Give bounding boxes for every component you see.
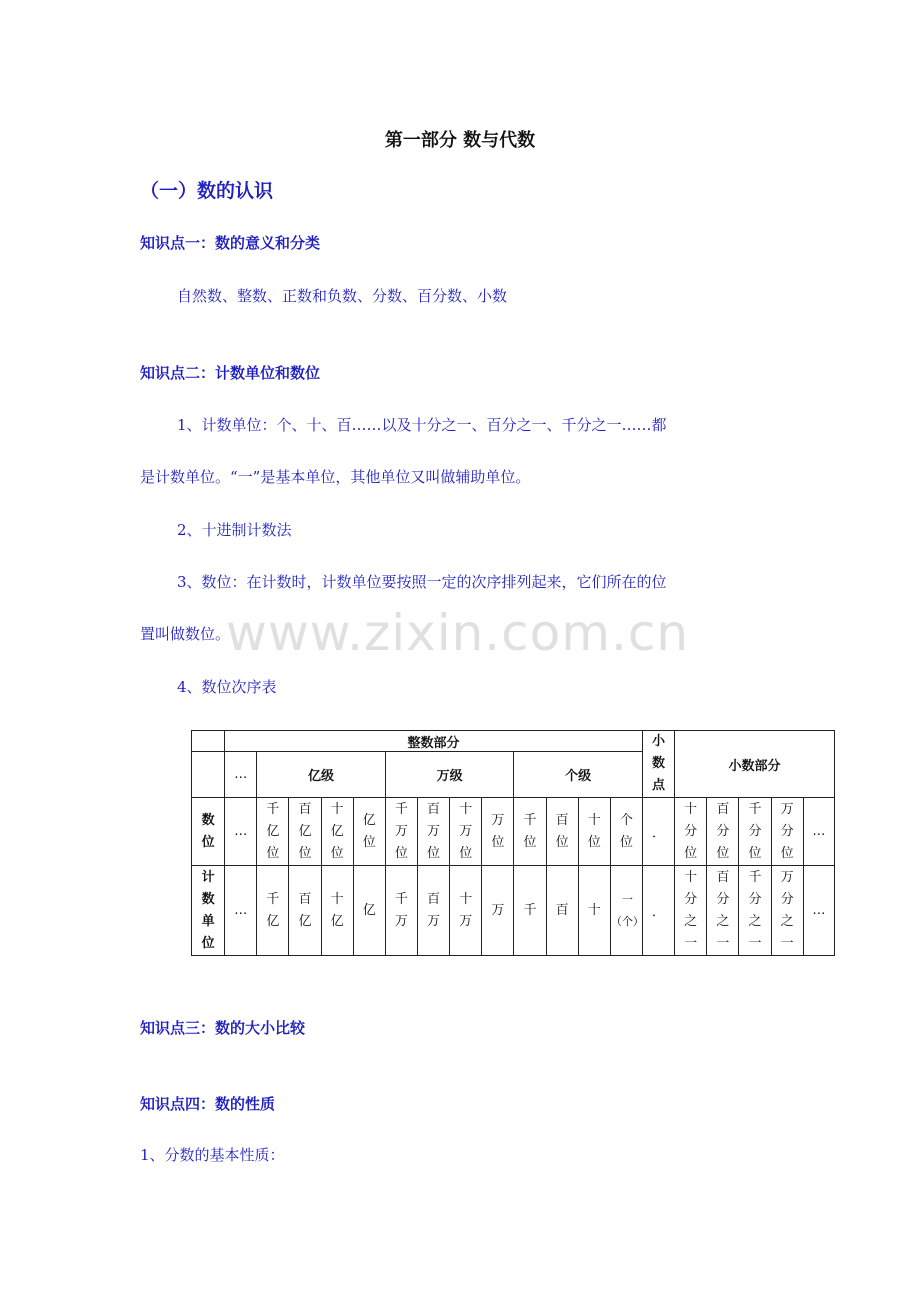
place-cell: 千 位: [514, 798, 546, 866]
place-cell: 十 亿 位: [321, 798, 353, 866]
row-label-units: 计 数 单 位: [192, 866, 225, 956]
paragraph-1-line-1: 1、计数单位：个、十、百……以及十分之一、百分之一、千分之一……都: [177, 416, 667, 434]
watermark: www.zixin.com.cn: [226, 604, 690, 662]
paragraph-4: 4、数位次序表: [177, 678, 277, 696]
decimal-point-header: 小 数 点: [642, 731, 674, 798]
paragraph-5: 1、分数的基本性质：: [140, 1146, 285, 1164]
decimal-unit-cell: 千 分 之 一: [739, 866, 771, 956]
unit-cell: 一 （个）: [610, 866, 642, 956]
knowledge-point-1-heading: 知识点一：数的意义和分类: [140, 234, 321, 252]
section-heading: （一）数的认识: [140, 180, 274, 202]
decimal-place-cell: 千 分 位: [739, 798, 771, 866]
place-cell: 百 亿 位: [289, 798, 321, 866]
place-cell: 千 万 位: [385, 798, 417, 866]
place-cell: 十 位: [578, 798, 610, 866]
place-cell: 个 位: [610, 798, 642, 866]
yi-level-header: 亿级: [257, 752, 386, 798]
unit-cell: 百 亿: [289, 866, 321, 956]
unit-cell: 十: [578, 866, 610, 956]
place-cell: 千 亿 位: [257, 798, 289, 866]
knowledge-point-3-heading: 知识点三：数的大小比较: [140, 1019, 306, 1037]
paragraph-1-line-2: 是计数单位。“一”是基本单位，其他单位又叫做辅助单位。: [140, 468, 531, 486]
decimal-place-cell: 百 分 位: [707, 798, 739, 866]
ellipsis-cell: …: [225, 866, 257, 956]
knowledge-point-4-heading: 知识点四：数的性质: [140, 1095, 276, 1113]
paragraph-3-line-2: 置叫做数位。: [140, 625, 231, 643]
place-cell: 十 万 位: [450, 798, 482, 866]
place-value-table: [191, 730, 835, 956]
decimal-unit-cell: 万 分 之 一: [771, 866, 803, 956]
decimal-part-header: 小数部分: [675, 731, 835, 798]
wan-level-header: 万级: [385, 752, 514, 798]
unit-cell: 千 万: [385, 866, 417, 956]
ellipsis-cell: …: [225, 798, 257, 866]
decimal-unit-cell: 十 分 之 一: [675, 866, 707, 956]
paragraph-3-line-1: 3、数位：在计数时，计数单位要按照一定的次序排列起来，它们所在的位: [177, 573, 667, 591]
decimal-place-cell: 万 分 位: [771, 798, 803, 866]
corner-cell: [192, 731, 225, 752]
decimal-point-cell: ．: [642, 798, 674, 866]
unit-cell: 千 亿: [257, 866, 289, 956]
row-label-places: 数 位: [192, 798, 225, 866]
place-cell: 亿 位: [353, 798, 385, 866]
decimal-unit-cell: 百 分 之 一: [707, 866, 739, 956]
place-cell: 百 位: [546, 798, 578, 866]
number-classification-text: 自然数、整数、正数和负数、分数、百分数、小数: [177, 287, 508, 305]
unit-cell: 十 万: [450, 866, 482, 956]
page-title: 第一部分 数与代数: [384, 130, 536, 151]
unit-cell: 百 万: [417, 866, 449, 956]
decimal-place-cell: 十 分 位: [675, 798, 707, 866]
decimal-point-cell: ．: [642, 866, 674, 956]
ellipsis-cell: …: [803, 866, 834, 956]
place-cell: 万 位: [482, 798, 514, 866]
knowledge-point-2-heading: 知识点二：计数单位和数位: [140, 364, 321, 382]
unit-cell: 十 亿: [321, 866, 353, 956]
unit-cell: 万: [482, 866, 514, 956]
integer-part-header: 整数部分: [225, 731, 643, 752]
ellipsis-cell: …: [225, 752, 257, 798]
paragraph-2: 2、十进制计数法: [177, 521, 292, 539]
unit-cell: 亿: [353, 866, 385, 956]
place-cell: 百 万 位: [417, 798, 449, 866]
unit-cell: 千: [514, 866, 546, 956]
ellipsis-cell: …: [803, 798, 834, 866]
unit-cell: 百: [546, 866, 578, 956]
empty-cell: [192, 752, 225, 798]
ge-level-header: 个级: [514, 752, 643, 798]
